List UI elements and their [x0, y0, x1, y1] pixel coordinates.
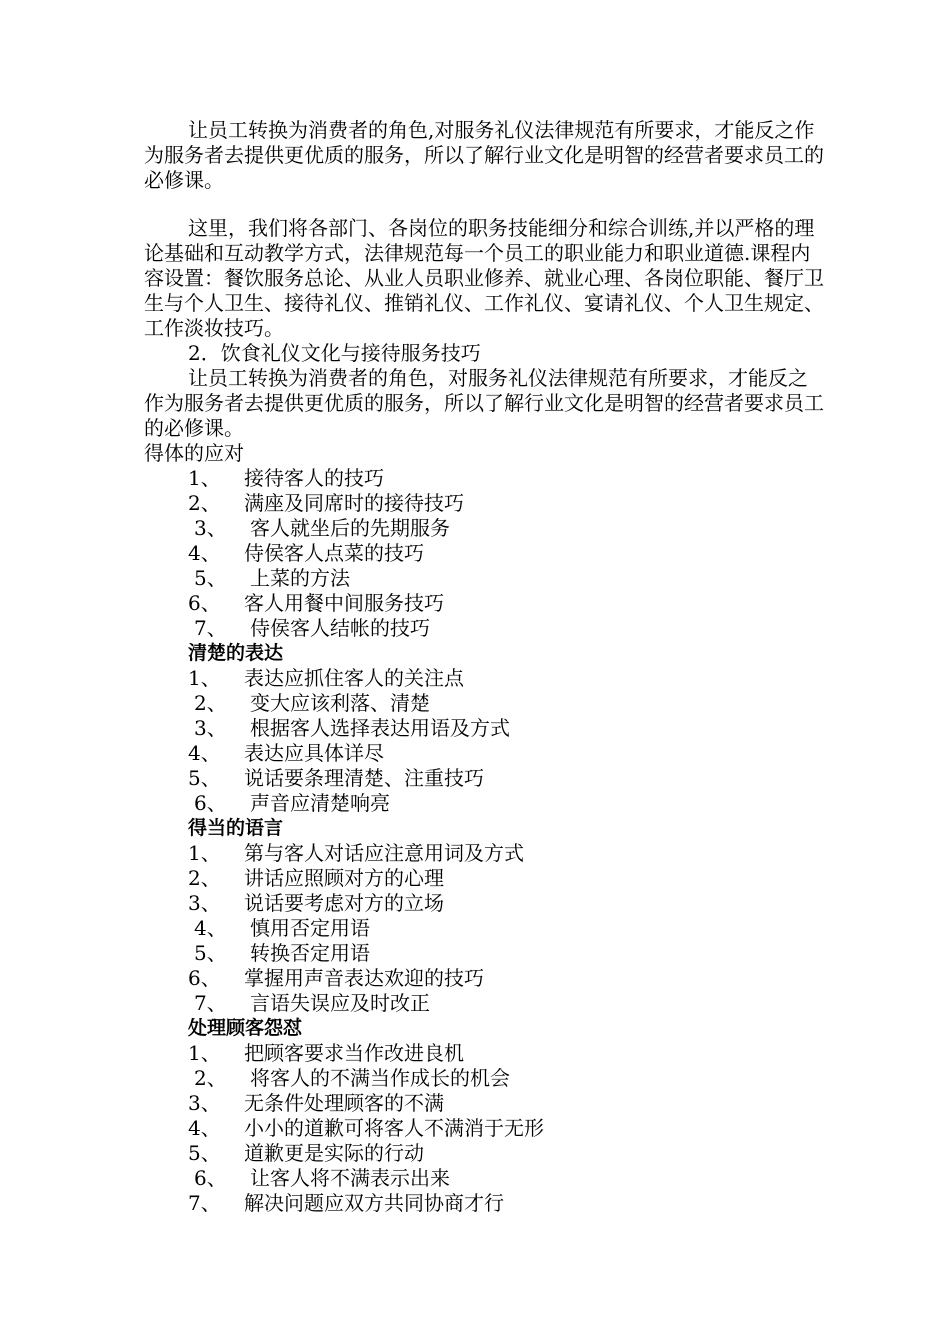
- list-number: 2、: [194, 1066, 227, 1090]
- list-text: 变大应该利落、清楚: [250, 691, 430, 715]
- list-item: [144, 866, 824, 891]
- list-text: 无条件处理顾客的不满: [244, 1091, 444, 1115]
- list-item: [144, 766, 824, 791]
- list-text: 解决问题应双方共同协商才行: [244, 1191, 504, 1215]
- list-text: 慎用否定用语: [250, 916, 370, 940]
- list-number: 5、: [194, 566, 227, 590]
- list-number: 3、: [194, 716, 227, 740]
- list-item: [144, 791, 824, 816]
- list-text: 第与客人对话应注意用词及方式: [244, 841, 524, 865]
- list-number: 2、: [188, 866, 221, 890]
- list-text: 上菜的方法: [250, 566, 350, 590]
- paragraph-intro: 让员工转换为消费者的角色,对服务礼仪法律规范有所要求，才能反之作为服务者去提供更优质的服务，所以了解行业文化是明智的经营者要求员工的必修课。: [144, 118, 824, 192]
- list-text: 侍侯客人结帐的技巧: [250, 616, 430, 640]
- list-item: [144, 591, 824, 616]
- list-text: 把顾客要求当作改进良机: [244, 1041, 464, 1065]
- list-item: [144, 891, 824, 916]
- list-item: [144, 1066, 824, 1091]
- list-number: 4、: [188, 541, 221, 565]
- list-item: [144, 966, 824, 991]
- list-number: 5、: [188, 1141, 221, 1165]
- list-number: 4、: [188, 741, 221, 765]
- list-item: [144, 541, 824, 566]
- list-item: [144, 691, 824, 716]
- list-number: 2、: [188, 491, 221, 515]
- section-title: 2．饮食礼仪文化与接待服务技巧: [188, 341, 481, 365]
- list-item: [144, 1116, 824, 1141]
- list-number: 1、: [188, 1041, 221, 1065]
- list-item: [144, 1091, 824, 1116]
- list-text: 表达应具体详尽: [244, 741, 384, 765]
- list-text: 转换否定用语: [250, 941, 370, 965]
- list-number: 7、: [194, 991, 227, 1015]
- list-text: 表达应抓住客人的关注点: [244, 666, 464, 690]
- list-item: [144, 666, 824, 691]
- list-text: 将客人的不满当作成长的机会: [250, 1066, 510, 1090]
- list-number: 6、: [188, 591, 221, 615]
- list-number: 7、: [188, 1191, 221, 1215]
- list-item: [144, 491, 824, 516]
- list-item: [144, 1141, 824, 1166]
- list-text: 掌握用声音表达欢迎的技巧: [244, 966, 484, 990]
- list-text: 说话要考虑对方的立场: [244, 891, 444, 915]
- paragraph-course-content: 这里，我们将各部门、各岗位的职务技能细分和综合训练,并以严格的理论基础和互动教学方式，法律规范每一个员工的职业能力和职业道德.课程内容设置：餐饮服务总论、从业人员职业修养、就业心理、各岗位职能、餐厅卫生与个人卫生、接待礼仪、推销礼仪、工作礼仪、宴请礼仪、个人卫生规定、工作淡妆技巧。: [144, 216, 824, 340]
- group-title-clear-expression: 清楚的表达: [188, 642, 284, 664]
- list-number: 3、: [188, 1091, 221, 1115]
- list-item: [144, 741, 824, 766]
- list-text: 小小的道歉可将客人不满消于无形: [244, 1116, 544, 1140]
- group-title-proper-language: 得当的语言: [188, 817, 284, 839]
- list-text: 声音应清楚响亮: [250, 791, 390, 815]
- list-text: 言语失误应及时改正: [250, 991, 430, 1015]
- list-item: [144, 466, 824, 491]
- list-text: 根据客人选择表达用语及方式: [250, 716, 510, 740]
- list-text: 客人用餐中间服务技巧: [244, 591, 444, 615]
- list-item: [144, 1166, 824, 1191]
- group-title-proper-response: 得体的应对: [144, 441, 244, 465]
- list-item: [144, 566, 824, 591]
- list-text: 道歉更是实际的行动: [244, 1141, 424, 1165]
- list-number: 3、: [188, 891, 221, 915]
- list-number: 5、: [194, 941, 227, 965]
- list-text: 让客人将不满表示出来: [250, 1166, 450, 1190]
- list-number: 3、: [194, 516, 227, 540]
- list-item: [144, 991, 824, 1016]
- list-text: 接待客人的技巧: [244, 466, 384, 490]
- list-item: [144, 941, 824, 966]
- list-text: 客人就坐后的先期服务: [250, 516, 450, 540]
- list-number: 1、: [188, 666, 221, 690]
- paragraph-section-intro: 让员工转换为消费者的角色，对服务礼仪法律规范有所要求，才能反之作为服务者去提供更优质的服务，所以了解行业文化是明智的经营者要求员工的必修课。: [144, 366, 824, 440]
- list-item: [144, 616, 824, 641]
- list-item: [144, 716, 824, 741]
- list-text: 满座及同席时的接待技巧: [244, 491, 464, 515]
- list-text: 讲话应照顾对方的心理: [244, 866, 444, 890]
- list-item: [144, 916, 824, 941]
- list-number: 4、: [188, 1116, 221, 1140]
- list-item: [144, 516, 824, 541]
- document-page: [144, 118, 824, 1216]
- paragraph-spacer: [144, 193, 824, 216]
- list-item: [144, 841, 824, 866]
- list-number: 1、: [188, 466, 221, 490]
- list-number: 6、: [194, 791, 227, 815]
- list-text: 侍侯客人点菜的技巧: [244, 541, 424, 565]
- list-item: [144, 1191, 824, 1216]
- list-number: 5、: [188, 766, 221, 790]
- list-number: 6、: [194, 1166, 227, 1190]
- list-number: 4、: [194, 916, 227, 940]
- list-number: 2、: [194, 691, 227, 715]
- list-number: 6、: [188, 966, 221, 990]
- list-item: [144, 1041, 824, 1066]
- group-title-handling-complaints: 处理顾客怨怼: [188, 1017, 303, 1039]
- list-number: 7、: [194, 616, 227, 640]
- list-number: 1、: [188, 841, 221, 865]
- list-text: 说话要条理清楚、注重技巧: [244, 766, 484, 790]
